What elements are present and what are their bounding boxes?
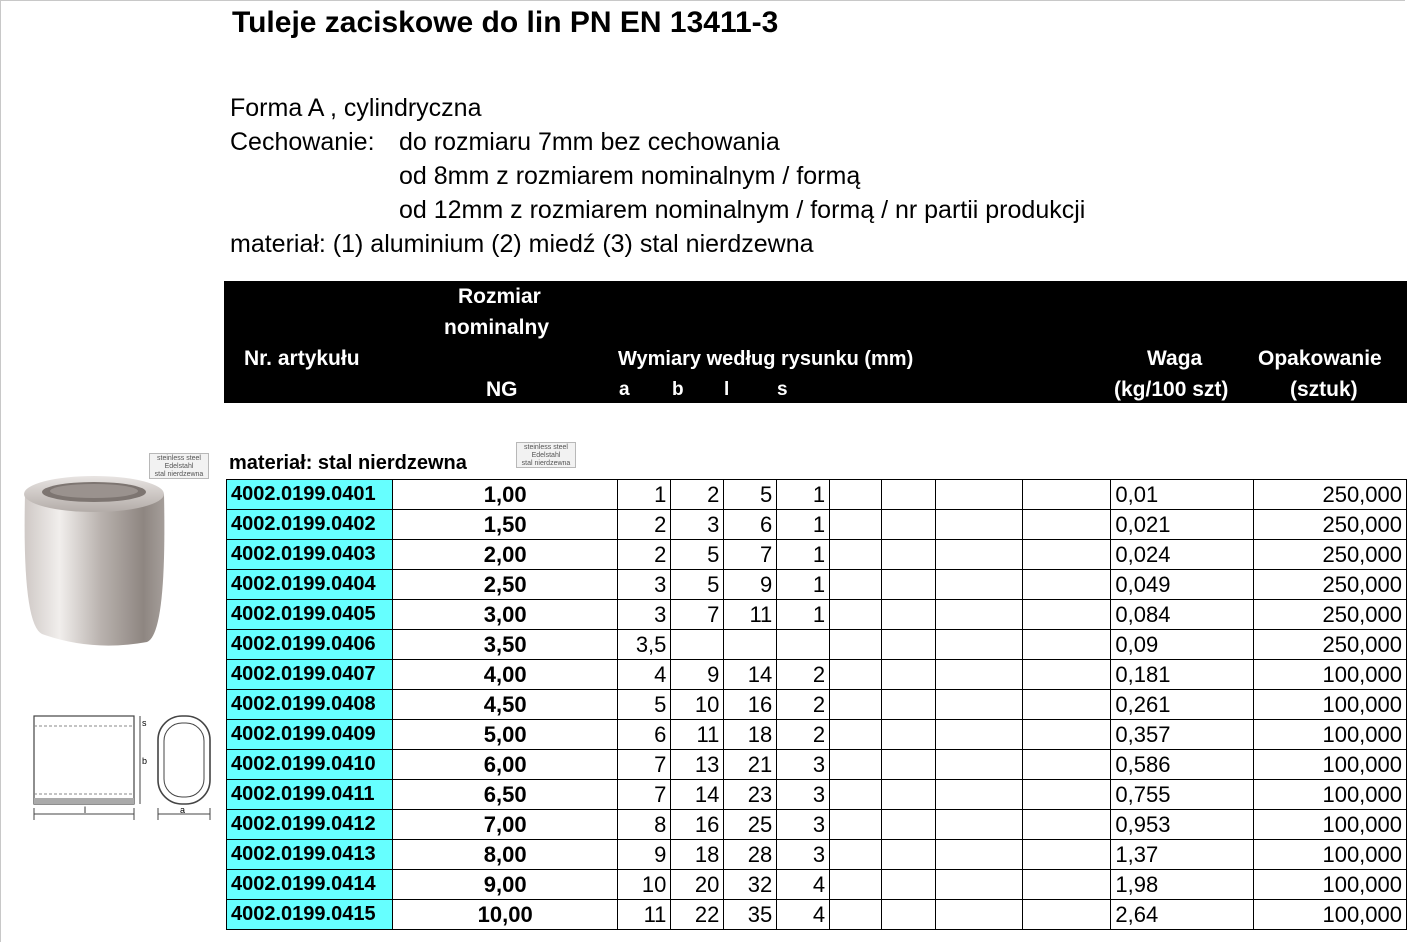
dim-b: 16 [671,810,724,840]
table-row [227,900,1407,930]
empty-cell [882,810,936,840]
weight: 0,755 [1111,780,1254,810]
empty-cell [830,720,882,750]
dim-a: 10 [618,870,671,900]
dim-b: 20 [671,870,724,900]
table-row [227,810,1407,840]
empty-cell [1022,810,1111,840]
weight: 0,181 [1111,660,1254,690]
dim-l: 16 [724,690,777,720]
empty-cell [935,870,1022,900]
dim-label-b: b [142,756,148,766]
dim-l: 21 [724,750,777,780]
empty-cell [935,540,1022,570]
dim-l: 5 [724,480,777,510]
dim-l: 32 [724,870,777,900]
technical-drawing [30,706,220,822]
dim-a: 2 [618,510,671,540]
packaging: 100,000 [1254,810,1407,840]
header-col-b: b [672,379,684,400]
cechowanie-text-1: do rozmiaru 7mm bez cechowania [399,128,780,156]
weight: 0,586 [1111,750,1254,780]
packaging: 250,000 [1254,510,1407,540]
empty-cell [882,630,936,660]
dim-s: 2 [777,660,830,690]
weight: 0,09 [1111,630,1254,660]
dim-a: 3,5 [618,630,671,660]
dim-l: 14 [724,660,777,690]
dim-l: 11 [724,600,777,630]
empty-cell [882,720,936,750]
article-number: 4002.0199.0407 [227,660,393,690]
dim-s: 3 [777,750,830,780]
weight: 0,024 [1111,540,1254,570]
article-number: 4002.0199.0401 [227,480,393,510]
table-row [227,750,1407,780]
nominal-size: 6,00 [392,750,618,780]
nominal-size: 1,50 [392,510,618,540]
header-rozmiar: Rozmiar [458,285,541,308]
dim-s: 2 [777,690,830,720]
dim-b: 11 [671,720,724,750]
header-col-s: s [777,379,788,400]
header-opakowanie: Opakowanie [1258,347,1382,370]
empty-cell [1022,570,1111,600]
empty-cell [830,690,882,720]
dim-b [671,630,724,660]
empty-cell [935,570,1022,600]
dim-label-a: a [180,805,186,815]
weight: 2,64 [1111,900,1254,930]
table-body [227,480,1407,930]
empty-cell [1022,510,1111,540]
nominal-size: 10,00 [392,900,618,930]
nominal-size: 5,00 [392,720,618,750]
article-number: 4002.0199.0413 [227,840,393,870]
table-row [227,840,1407,870]
product-table [226,479,1407,930]
dim-s: 1 [777,600,830,630]
packaging: 250,000 [1254,480,1407,510]
dim-a: 2 [618,540,671,570]
weight: 1,98 [1111,870,1254,900]
empty-cell [1022,720,1111,750]
table-row [227,510,1407,540]
empty-cell [882,480,936,510]
article-number: 4002.0199.0406 [227,630,393,660]
dim-l: 23 [724,780,777,810]
dim-s: 3 [777,840,830,870]
empty-cell [830,630,882,660]
section-material-label: materiał: stal nierdzewna [229,452,467,474]
empty-cell [935,690,1022,720]
packaging: 100,000 [1254,690,1407,720]
packaging: 100,000 [1254,720,1407,750]
nominal-size: 8,00 [392,840,618,870]
table-row [227,630,1407,660]
article-number: 4002.0199.0414 [227,870,393,900]
dim-s [777,630,830,660]
dim-s: 1 [777,540,830,570]
table-header [224,281,1407,403]
weight: 0,021 [1111,510,1254,540]
table-row [227,720,1407,750]
empty-cell [882,840,936,870]
dim-b: 2 [671,480,724,510]
nominal-size: 4,00 [392,660,618,690]
weight: 0,357 [1111,720,1254,750]
packaging: 250,000 [1254,570,1407,600]
dim-s: 3 [777,780,830,810]
nominal-size: 3,00 [392,600,618,630]
dim-a: 11 [618,900,671,930]
article-number: 4002.0199.0402 [227,510,393,540]
empty-cell [882,690,936,720]
empty-cell [882,600,936,630]
nominal-size: 7,00 [392,810,618,840]
sleeve-product-image [22,474,212,654]
empty-cell [882,900,936,930]
empty-cell [830,870,882,900]
nominal-size: 2,00 [392,540,618,570]
dim-s: 2 [777,720,830,750]
header-waga-unit: (kg/100 szt) [1114,378,1229,401]
empty-cell [882,510,936,540]
weight: 0,261 [1111,690,1254,720]
empty-cell [830,750,882,780]
dim-l: 9 [724,570,777,600]
empty-cell [935,750,1022,780]
empty-cell [830,780,882,810]
packaging: 100,000 [1254,870,1407,900]
empty-cell [1022,870,1111,900]
dim-l: 25 [724,810,777,840]
stainless-steel-badge-left: steinless steel Edelstahl stal nierdzewna [149,453,209,479]
cechowanie-text-2: od 8mm z rozmiarem nominalnym / formą [399,162,861,190]
weight: 0,953 [1111,810,1254,840]
header-ng: NG [486,378,518,401]
empty-cell [882,780,936,810]
dim-a: 9 [618,840,671,870]
empty-cell [830,810,882,840]
empty-cell [882,750,936,780]
stainless-steel-badge-right: steinless steel Edelstahl stal nierdzewna [516,442,576,468]
header-opakowanie-unit: (sztuk) [1290,378,1358,401]
empty-cell [935,630,1022,660]
dim-a: 7 [618,780,671,810]
dim-s: 3 [777,810,830,840]
empty-cell [830,840,882,870]
packaging: 250,000 [1254,540,1407,570]
dim-label-s: s [142,718,147,728]
dim-a: 8 [618,810,671,840]
table-row [227,570,1407,600]
dim-l: 35 [724,900,777,930]
header-col-l: l [724,379,730,400]
page-title: Tuleje zaciskowe do lin PN EN 13411-3 [232,6,779,39]
table-row [227,780,1407,810]
empty-cell [1022,600,1111,630]
dim-a: 3 [618,600,671,630]
empty-cell [1022,900,1111,930]
empty-cell [830,570,882,600]
nominal-size: 1,00 [392,480,618,510]
dim-a: 5 [618,690,671,720]
header-col-a: a [619,379,630,400]
dim-b: 22 [671,900,724,930]
article-number: 4002.0199.0411 [227,780,393,810]
dim-b: 7 [671,600,724,630]
dim-b: 5 [671,570,724,600]
header-waga: Waga [1147,347,1203,370]
table-row [227,480,1407,510]
dim-b: 18 [671,840,724,870]
dim-a: 4 [618,660,671,690]
dim-b: 3 [671,510,724,540]
dim-s: 1 [777,480,830,510]
article-number: 4002.0199.0415 [227,900,393,930]
empty-cell [882,570,936,600]
material-line: materiał: (1) aluminium (2) miedź (3) stal nierdzewna [230,230,814,258]
dim-a: 7 [618,750,671,780]
dim-l [724,630,777,660]
empty-cell [882,870,936,900]
packaging: 250,000 [1254,600,1407,630]
dim-b: 9 [671,660,724,690]
empty-cell [935,900,1022,930]
empty-cell [1022,540,1111,570]
dim-s: 1 [777,570,830,600]
dim-s: 1 [777,510,830,540]
empty-cell [1022,660,1111,690]
dim-b: 14 [671,780,724,810]
empty-cell [935,480,1022,510]
table-row [227,660,1407,690]
empty-cell [1022,750,1111,780]
header-nr-artykulu: Nr. artykułu [244,347,360,370]
empty-cell [935,660,1022,690]
header-nominalny: nominalny [444,316,550,339]
empty-cell [830,660,882,690]
article-number: 4002.0199.0405 [227,600,393,630]
empty-cell [1022,480,1111,510]
packaging: 100,000 [1254,840,1407,870]
packaging: 100,000 [1254,660,1407,690]
nominal-size: 4,50 [392,690,618,720]
weight: 0,049 [1111,570,1254,600]
dim-a: 6 [618,720,671,750]
empty-cell [830,600,882,630]
table-row [227,870,1407,900]
dim-label-l: l [84,805,86,815]
packaging: 100,000 [1254,780,1407,810]
empty-cell [935,720,1022,750]
dim-l: 18 [724,720,777,750]
dim-l: 6 [724,510,777,540]
empty-cell [830,540,882,570]
empty-cell [1022,690,1111,720]
empty-cell [1022,630,1111,660]
table-row [227,690,1407,720]
weight: 0,01 [1111,480,1254,510]
dim-s: 4 [777,870,830,900]
dim-s: 4 [777,900,830,930]
header-wymiary: Wymiary według rysunku (mm) [618,348,914,370]
empty-cell [1022,780,1111,810]
dim-b: 10 [671,690,724,720]
weight: 0,084 [1111,600,1254,630]
article-number: 4002.0199.0408 [227,690,393,720]
article-number: 4002.0199.0409 [227,720,393,750]
empty-cell [935,600,1022,630]
empty-cell [830,900,882,930]
dim-a: 3 [618,570,671,600]
empty-cell [935,780,1022,810]
nominal-size: 9,00 [392,870,618,900]
packaging: 100,000 [1254,900,1407,930]
forma-line: Forma A , cylindryczna [230,94,482,122]
empty-cell [882,540,936,570]
article-number: 4002.0199.0412 [227,810,393,840]
cechowanie-line-1 [230,128,780,157]
cechowanie-label: Cechowanie: [230,128,375,156]
article-number: 4002.0199.0403 [227,540,393,570]
article-number: 4002.0199.0410 [227,750,393,780]
empty-cell [1022,840,1111,870]
weight: 1,37 [1111,840,1254,870]
nominal-size: 2,50 [392,570,618,600]
dim-a: 1 [618,480,671,510]
packaging: 250,000 [1254,630,1407,660]
article-number: 4002.0199.0404 [227,570,393,600]
table-row [227,600,1407,630]
empty-cell [830,510,882,540]
dim-b: 5 [671,540,724,570]
dim-l: 7 [724,540,777,570]
dim-l: 28 [724,840,777,870]
empty-cell [882,660,936,690]
empty-cell [935,810,1022,840]
table-row [227,540,1407,570]
empty-cell [935,510,1022,540]
nominal-size: 3,50 [392,630,618,660]
dim-b: 13 [671,750,724,780]
packaging: 100,000 [1254,750,1407,780]
nominal-size: 6,50 [392,780,618,810]
empty-cell [935,840,1022,870]
cechowanie-text-3: od 12mm z rozmiarem nominalnym / formą / nr partii produkcji [399,196,1086,224]
empty-cell [830,480,882,510]
